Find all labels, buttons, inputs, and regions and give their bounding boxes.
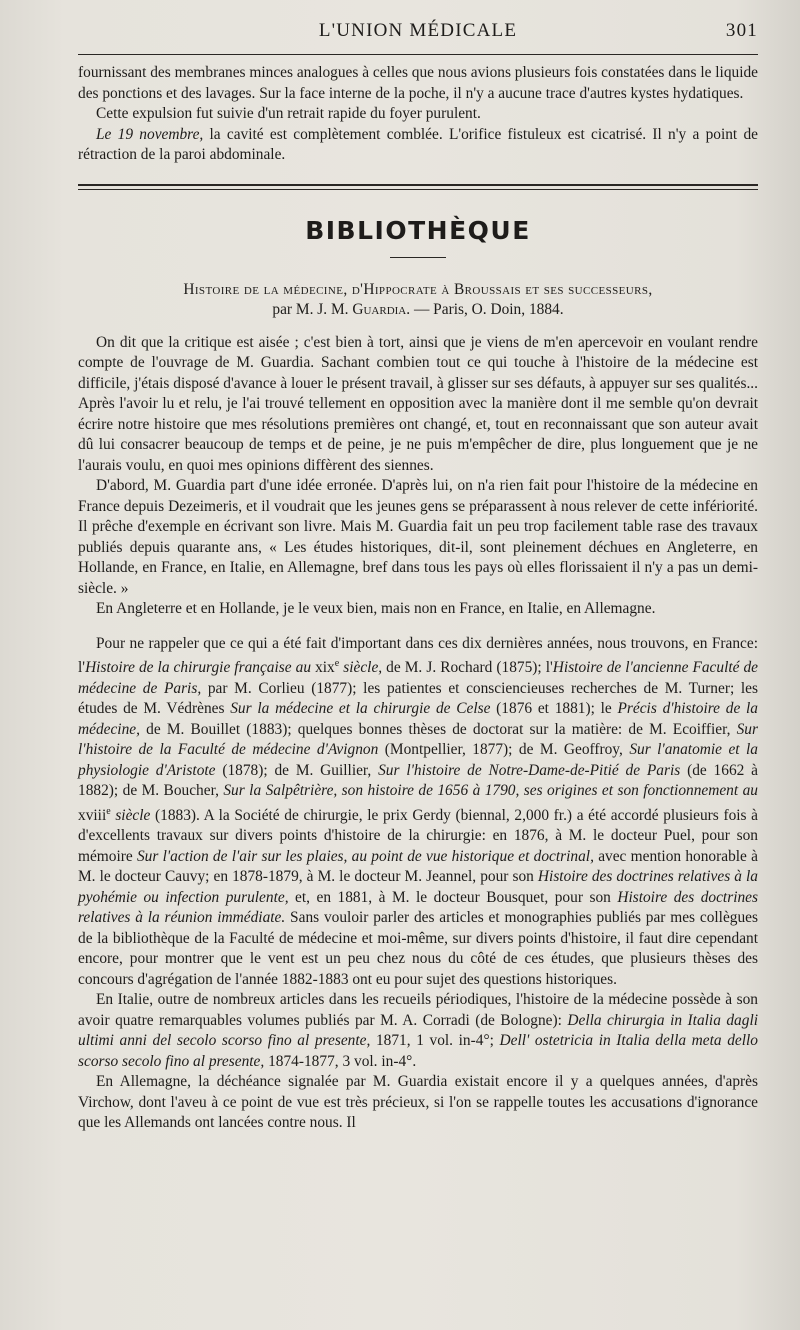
header-rule xyxy=(78,54,758,55)
intro-paragraph-2: Cette expulsion fut suivie d'un retrait rapide du foyer purulent. xyxy=(96,105,481,122)
review-paragraph-3: En Angleterre et en Hollande, je le veux bien, mais non en France, en Italie, en Allemagne. xyxy=(96,600,656,617)
review-paragraph-2: D'abord, M. Guardia part d'une idée erronée. D'après lui, on n'a rien fait pour l'histoire de la médecine en France depuis Dezeimeris, et il voudrait que les jeunes gens se préparassent à nous relever de cette infériorité. Il prêche d'exemple en écrivant son livre. Mais M. Guardia fait un peu trop facilement table rase des travaux publiés depuis quarante ans, « Les études historiques, dit-il, sont pleinement déchues en Angleterre, en Hollande, en France, en Italie, en Allemagne, bref dans tous les pays où elles florissaient il n'y a pas un demi-siècle. » xyxy=(78,477,758,597)
section-title: BIBLIOTHÈQUE xyxy=(305,215,531,245)
book-author: Guardia xyxy=(352,301,407,318)
germany-paragraph: En Allemagne, la déchéance signalée par M. Guardia existait encore il y a quelques années, d'après Virchow, dont l'aveu à ce point de vue est très précieux, si l'on se rappelle toutes les accusations d'ignorance que les Allemands ont lancées contre nous. Il xyxy=(78,1073,758,1132)
book-title: Histoire de la médecine, d'Hippocrate à Broussais et ses successeurs, xyxy=(183,280,653,298)
byline-prefix: par M. J. M. xyxy=(272,301,353,318)
book-byline xyxy=(78,300,758,321)
page-number: 301 xyxy=(725,20,758,41)
section-divider xyxy=(78,184,758,190)
intro-paragraph-3 xyxy=(78,125,758,166)
italy-paragraph: En Italie, outre de nombreux articles dans les recueils périodiques, l'histoire de la médecine possède à son avoir quatre remarquables volumes publiés par M. A. Corradi (de Bologne): Della chirurgia in Italia dagli ultimi anni del secolo scorso fino al presente, 1871, 1 vol. in-4°; Dell' ostetricia in Italia della meta dello scorso secolo fino al presente, 1874-1877, 3 vol. in-4°. xyxy=(78,991,759,1070)
intro-paragraph-1: fournissant des membranes minces analogues à celles que nous avions plusieurs fois constatées dans le liquide des ponctions et des lavages. Sur la face interne de la poche, il n'y a aucune trace d'autres kystes hydatiques. xyxy=(78,64,759,102)
intro-text: la cavité est complètement comblée. L'orifice fistuleux est cicatrisé. Il n'y a point de rétraction de la paroi abdominale. xyxy=(78,125,758,163)
paragraph-gap xyxy=(78,620,758,634)
intro-date: Le 19 novembre, xyxy=(96,125,204,143)
title-underline xyxy=(390,257,446,258)
book-imprint: . — Paris, O. Doin, 1884. xyxy=(406,301,564,318)
book-reference xyxy=(78,280,758,321)
france-paragraph: Pour ne rappeler que ce qui a été fait d'important dans ces dix dernières années, nous trouvons, en France: l'Histoire de la chirurgie française au xix$^e$ siècle, de M. J. Rochard (1875); l'Histoire de l'ancienne Faculté de médecine de Paris, par M. Corlieu (1877); les patientes et consciencieuses recherches de M. Turner; les études de M. Védrènes Sur la médecine et la chirurgie de Celse (1876 et 1881); le Précis d'histoire de la médecine, de M. Bouillet (1883); quelques bonnes thèses de doctorat sur la matière: de M. Ecoiffier, Sur l'histoire de la Faculté de médecine d'Avignon (Montpellier, 1877); de M. Geoffroy, Sur l'anatomie et la physiologie d'Aristote (1878); de M. Guillier, Sur l'histoire de Notre-Dame-de-Pitié de Paris (de 1662 à 1882); de M. Boucher, Sur la Salpêtrière, son histoire de 1656 à 1790, ses origines et son fonctionnement au xviii$^e$ siècle (1883). A la Société de chirurgie, le prix Gerdy (biennal, 2,000 fr.) a été accordé plusieurs fois à d'excellents travaux sur divers points d'histoire de la chirurgie: en 1876, à M. le docteur Puel, pour son mémoire Sur l'action de l'air sur les plaies, au point de vue historique et doctrinal, avec mention honorable à M. le docteur Cauvy; en 1878-1879, à M. le docteur M. Jeannel, pour son Histoire des doctrines relatives à la pyohémie ou infection purulente, et, en 1881, à M. le docteur Bousquet, pour son Histoire des doctrines relatives à la réunion immédiate. Sans vouloir parler des articles et monographies publiés par mes collègues de la bibliothèque de la Faculté de médecine et moi-même, sur divers points d'histoire, il faut dire cependant encore, pour montrer que le vent est un peu chez nous du côté de ces études, que plusieurs thèses des concours d'agrégation de l'année 1882-1883 ont eu pour sujet des questions historiques. xyxy=(78,634,759,988)
running-title: L'UNION MÉDICALE xyxy=(318,20,518,41)
running-head xyxy=(78,18,758,48)
review-paragraph-1: On dit que la critique est aisée ; c'est bien à tort, ainsi que je viens de m'en apercevoir en voulant rendre compte de l'ouvrage de M. Guardia. Sachant combien tout ce qui touche à l'histoire de la médecine est difficile, j'étais disposé d'avance à louer le présent travail, à glisser sur ses défauts, à appuyer sur ses qualités... Après l'avoir lu et relu, je l'ai trouvé tellement en opposition avec la manière dont il me semble qu'on devrait écrire notre histoire que mes résolutions premières ont changé, et, tout en reconnaissant que son auteur avait dû lui consacrer beaucoup de temps et de peine, je ne puis m'empêcher de dire, plus longuement que je ne l'aurais voulu, en quoi mes opinions diffèrent des siennes. xyxy=(78,333,758,474)
